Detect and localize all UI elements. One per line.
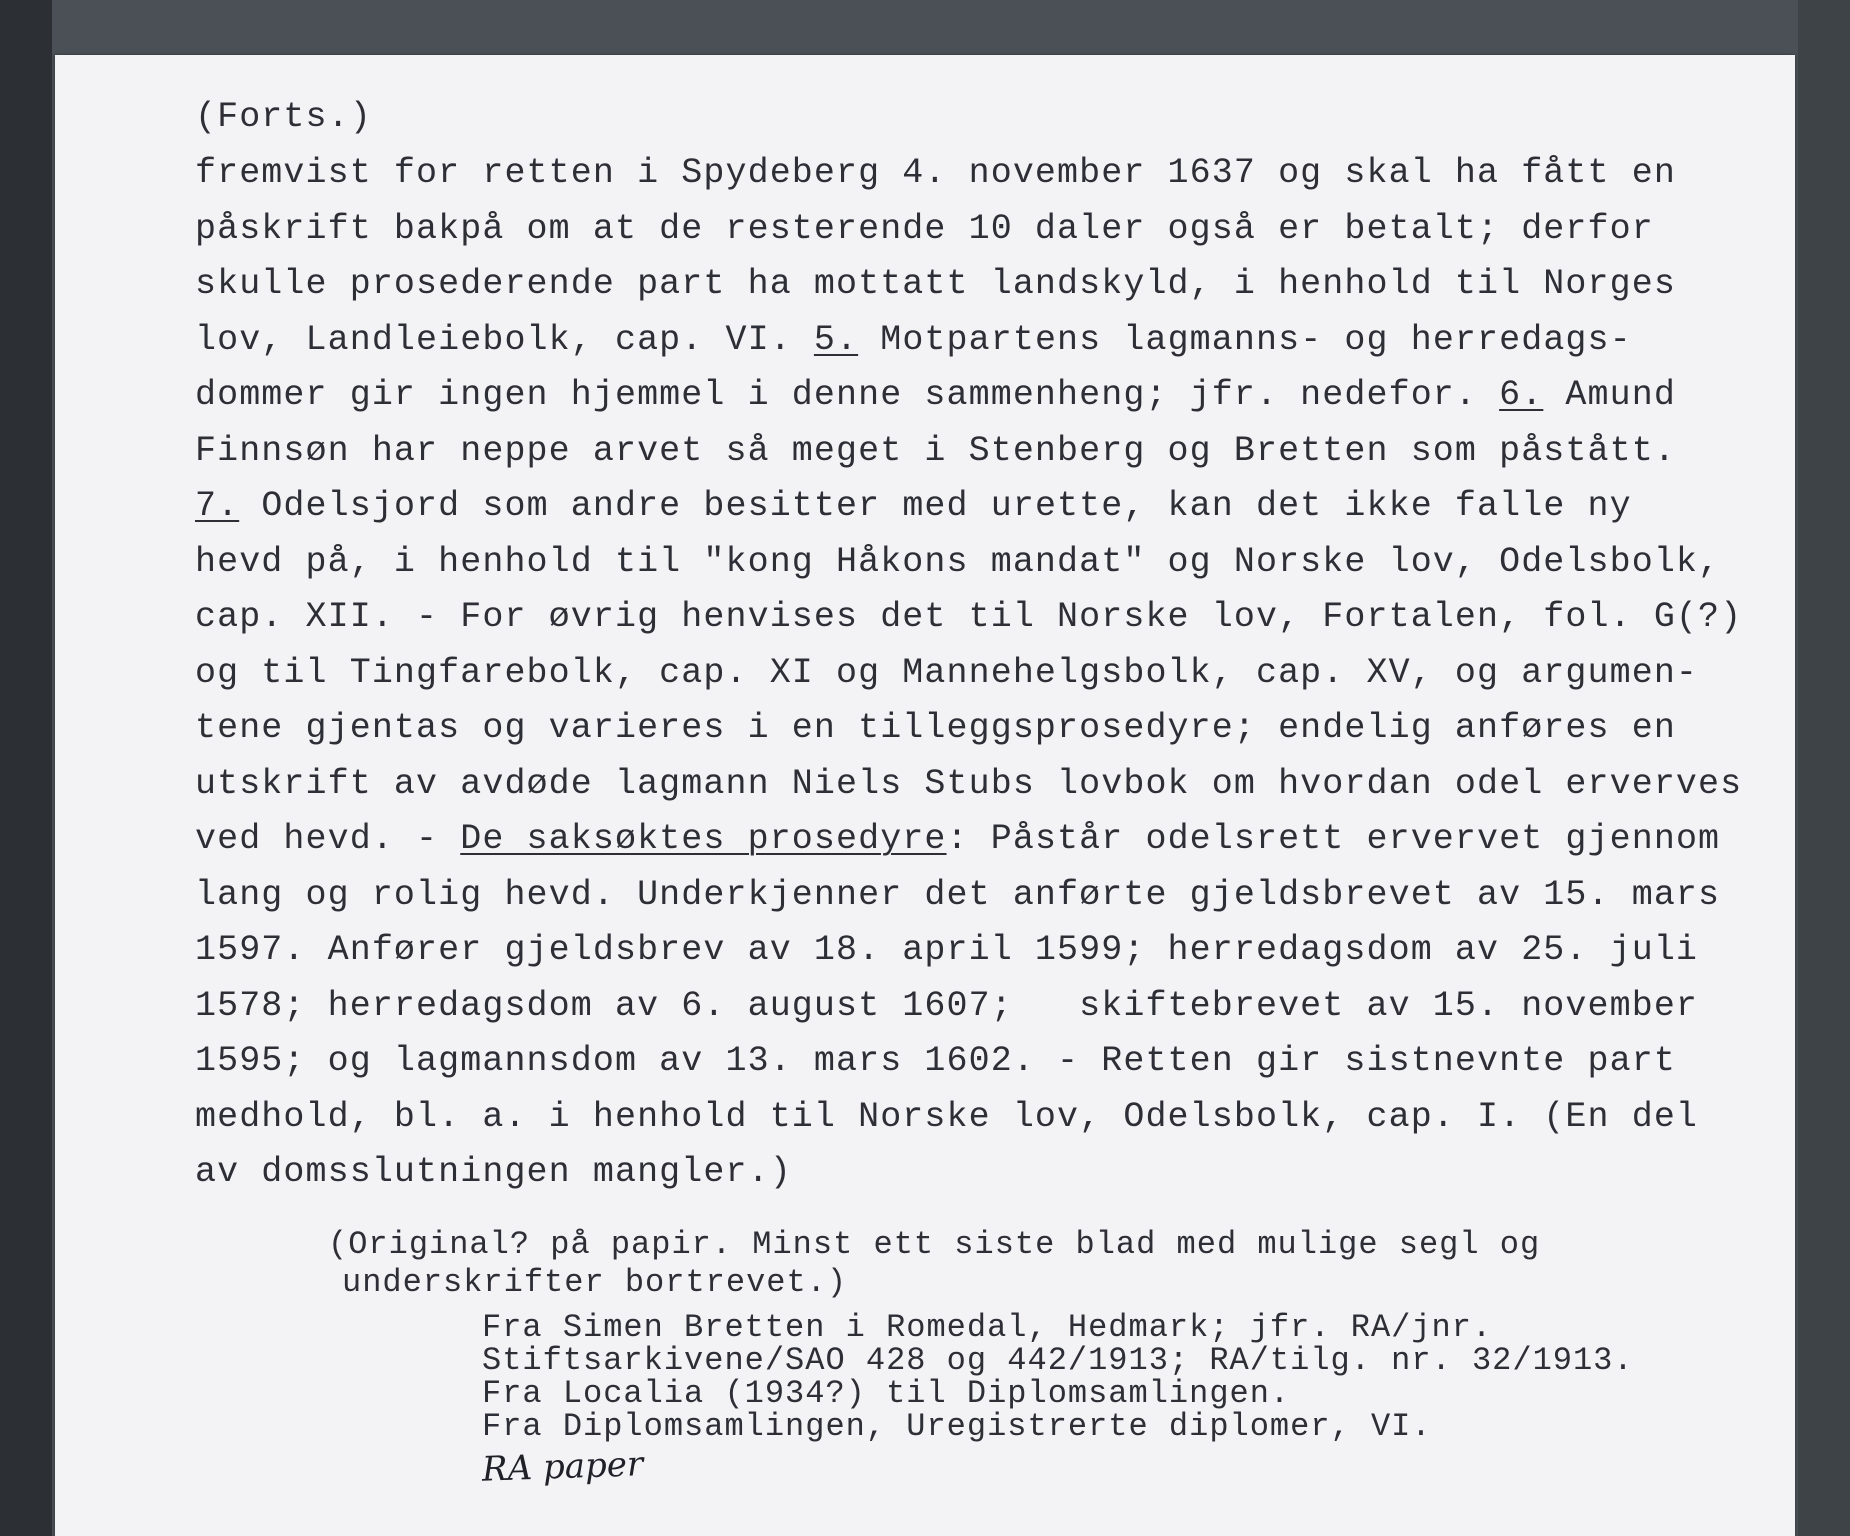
underlined-text: De saksøktes prosedyre (460, 819, 947, 859)
body-line (195, 597, 1742, 637)
body-line (195, 375, 1676, 415)
body-line (195, 708, 1676, 748)
body-line (195, 930, 1698, 970)
underlined-text: 7. (195, 486, 240, 526)
line-text: lang og rolig hevd. Underkjenner det anførte gjeldsbrevet av 15. mars (195, 874, 1721, 915)
continuation-marker: (Forts.) (195, 97, 372, 137)
body-line (195, 431, 1676, 471)
handwritten-note: RA paper (481, 1444, 644, 1490)
scanner-background-left (0, 0, 52, 1536)
body-line (195, 486, 1632, 526)
line-text: cap. XII. - For øvrig henvises det til Norske lov, Fortalen, fol. G(?) (195, 597, 1743, 637)
provenance-line: Stiftsarkivene/SAO 428 og 442/1913; RA/tilg. nr. 32/1913. (482, 1342, 1634, 1379)
archive-card (55, 55, 1795, 1536)
body-line (195, 209, 1654, 249)
body-line (195, 1041, 1676, 1081)
line-text: lov, Landleiebolk, cap. VI. (195, 319, 814, 360)
provenance-line: Fra Simen Bretten i Romedal, Hedmark; jfr. RA/jnr. (482, 1309, 1493, 1346)
body-line (195, 875, 1720, 915)
line-text: Odelsjord som andre besitter med urette, kan det ikke falle ny (239, 486, 1632, 526)
note-line: underskrifter bortrevet.) (342, 1264, 848, 1301)
underlined-text: 5. (813, 319, 859, 360)
line-text: 1578; herredagsdom av 6. august 1607; skiftebrevet av 15. november (195, 985, 1699, 1026)
line-text: Amund (1543, 375, 1676, 415)
line-text: Finnsøn har neppe arvet så meget i Stenberg og Bretten som påstått. (195, 430, 1676, 471)
line-text: og til Tingfarebolk, cap. XI og Mannehelgsbolk, cap. XV, og argumen- (195, 652, 1699, 693)
line-text: hevd på, i henhold til "kong Håkons mandat" og Norske lov, Odelsbolk, (195, 541, 1721, 582)
provenance-line: Fra Localia (1934?) til Diplomsamlingen. (482, 1375, 1291, 1412)
line-text: Motpartens lagmanns- og herredags- (858, 319, 1632, 360)
body-line (195, 320, 1632, 360)
underlined-text: 6. (1499, 375, 1544, 415)
body-line (195, 764, 1742, 804)
line-text: fremvist for retten i Spydeberg 4. november 1637 og skal ha fått en (195, 153, 1676, 193)
line-text: tene gjentas og varieres i en tilleggsprosedyre; endelig anføres en (195, 708, 1676, 748)
body-line (195, 264, 1676, 304)
line-text: utskrift av avdøde lagmann Niels Stubs lovbok om hvordan odel erverves (195, 763, 1743, 804)
body-line (195, 819, 1720, 859)
provenance-line: Fra Diplomsamlingen, Uregistrerte diplomer, VI. (482, 1408, 1432, 1445)
line-text: 1595; og lagmannsdom av 13. mars 1602. - Retten gir sistnevnte part (195, 1041, 1676, 1081)
note-line: (Original? på papir. Minst ett siste blad med mulige segl og (328, 1226, 1541, 1263)
line-text: av domsslutningen mangler.) (195, 1152, 792, 1192)
body-line (195, 653, 1698, 693)
body-line (195, 986, 1698, 1026)
line-text: dommer gir ingen hjemmel i denne sammenheng; jfr. nedefor. (195, 375, 1500, 415)
scanner-background-right (1798, 0, 1850, 1536)
line-text: skulle prosederende part ha mottatt landskyld, i henhold til Norges (195, 264, 1676, 304)
body-line (195, 542, 1720, 582)
line-text: : Påstår odelsrett ervervet gjennom (946, 819, 1721, 859)
line-text: påskrift bakpå om at de resterende 10 daler også er betalt; derfor (195, 208, 1654, 249)
body-line (195, 153, 1676, 193)
line-text: medhold, bl. a. i henhold til Norske lov, Odelsbolk, cap. I. (En del (195, 1096, 1699, 1137)
line-text: ved hevd. - (195, 819, 461, 859)
body-line (195, 1152, 792, 1192)
body-line (195, 1097, 1698, 1137)
line-text: 1597. Anfører gjeldsbrev av 18. april 1599; herredagsdom av 25. juli (195, 930, 1699, 970)
